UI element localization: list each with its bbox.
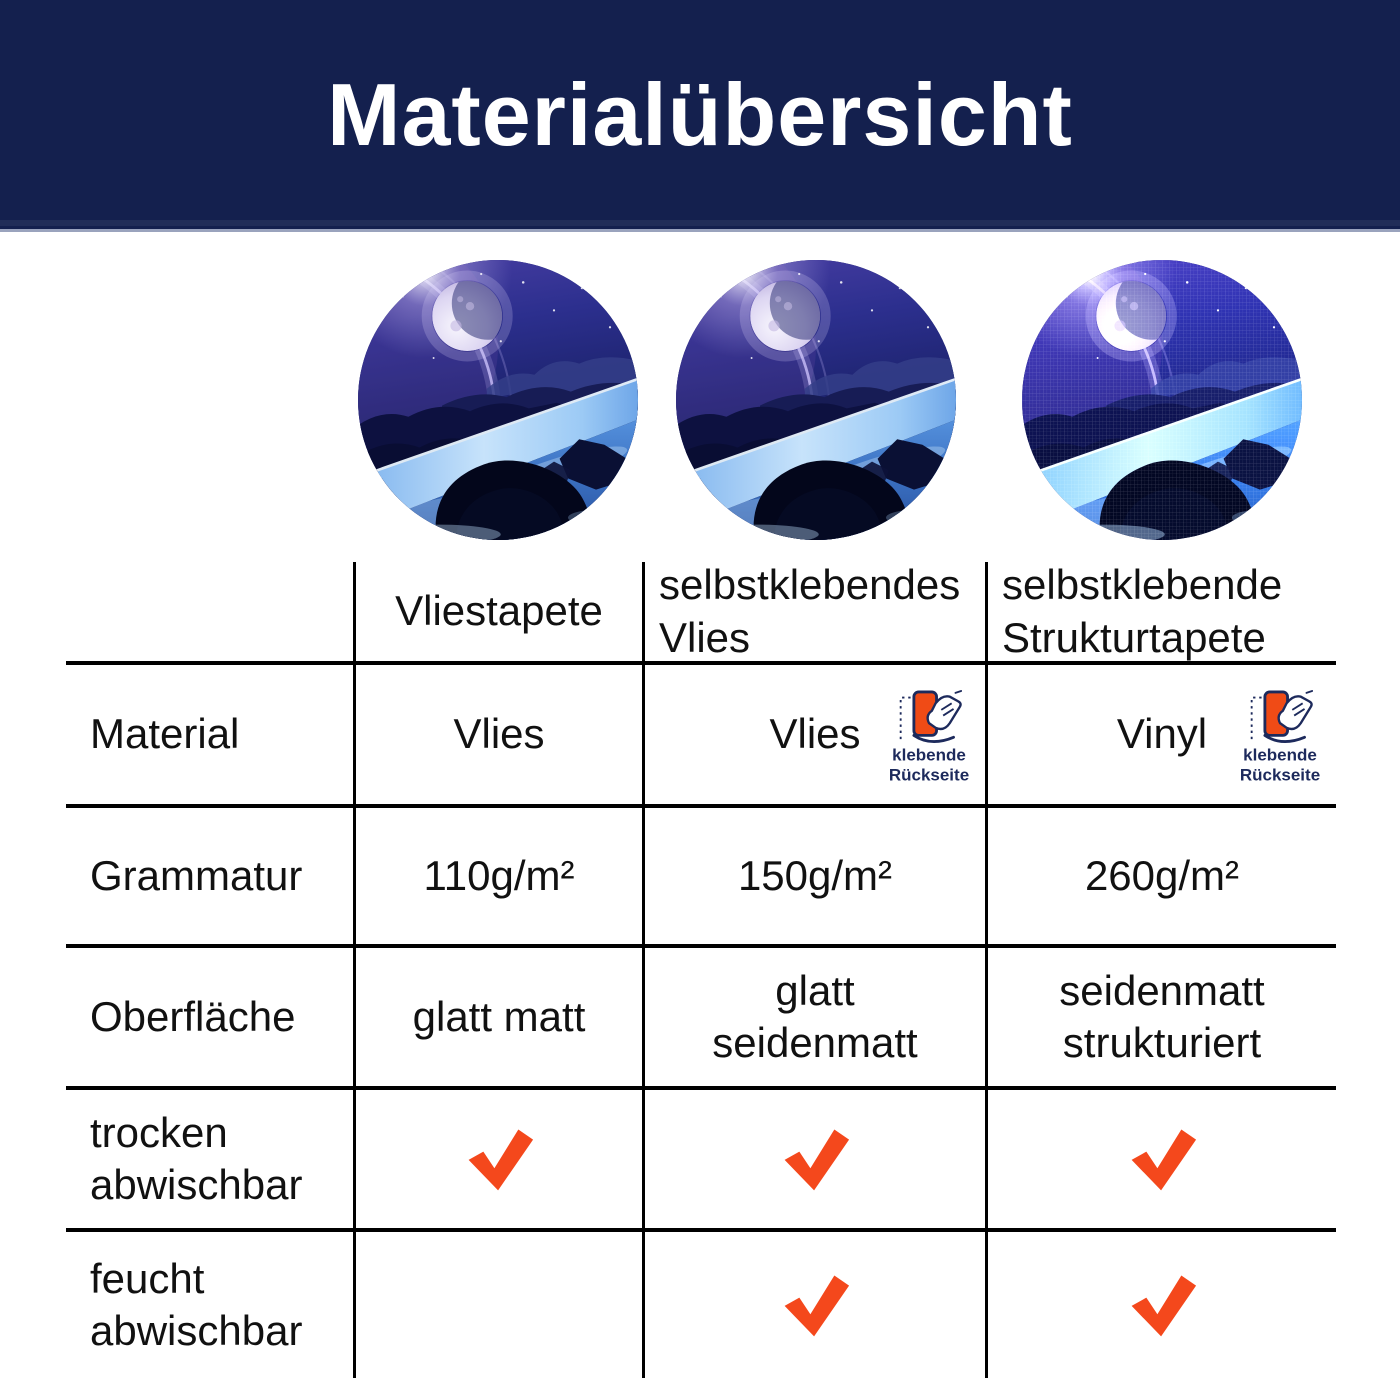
row-label-material: Material — [66, 665, 353, 808]
title-band — [0, 0, 1400, 232]
product-image-vliestapete — [358, 260, 638, 540]
page-title: Materialübersicht — [327, 64, 1073, 164]
row-label-oberflaeche: Oberfläche — [66, 948, 353, 1090]
checkmark-icon — [1120, 1270, 1204, 1340]
material-comparison-table — [66, 562, 1336, 1378]
cell-oberflaeche-selbstklebendes-vlies: glatt seidenmatt — [642, 948, 985, 1090]
adhesive-back-badge: klebende Rückseite — [877, 683, 981, 786]
column-header-vliestapete: Vliestapete — [353, 562, 642, 665]
adhesive-back-badge: klebende Rückseite — [1228, 683, 1332, 786]
row-label-grammatur: Grammatur — [66, 808, 353, 948]
cell-grammatur-vliestapete: 110g/m² — [353, 808, 642, 948]
cell-material-selbstklebendes-vlies: Vlies klebende Rückseite — [642, 665, 985, 808]
cell-grammatur-strukturtapete: 260g/m² — [985, 808, 1336, 948]
checkmark-icon — [1120, 1124, 1204, 1194]
corner-cell — [66, 562, 353, 665]
cell-material-strukturtapete: Vinyl klebende Rückseite — [985, 665, 1336, 808]
product-image-strukturtapete — [1022, 260, 1302, 540]
cell-grammatur-selbstklebendes-vlies: 150g/m² — [642, 808, 985, 948]
column-header-strukturtapete: selbstklebende Strukturtapete — [985, 562, 1336, 665]
cell-feucht-strukturtapete — [985, 1232, 1336, 1378]
cell-feucht-vliestapete — [353, 1232, 642, 1378]
row-label-trocken-abwischbar: trocken abwischbar — [66, 1090, 353, 1232]
night-sky-scene-icon — [676, 260, 956, 540]
night-sky-scene-textured-icon — [1022, 260, 1302, 540]
checkmark-icon — [773, 1270, 857, 1340]
checkmark-icon — [773, 1124, 857, 1194]
cell-trocken-vliestapete — [353, 1090, 642, 1232]
product-image-selbstklebendes-vlies — [676, 260, 956, 540]
cell-feucht-selbstklebendes-vlies — [642, 1232, 985, 1378]
checkmark-icon — [457, 1124, 541, 1194]
column-header-selbstklebendes-vlies: selbstklebendes Vlies — [642, 562, 985, 665]
cell-trocken-strukturtapete — [985, 1090, 1336, 1232]
row-label-feucht-abwischbar: feucht abwischbar — [90, 1254, 303, 1354]
night-sky-scene-icon — [358, 260, 638, 540]
sticker-peel-icon — [895, 683, 963, 745]
cell-oberflaeche-strukturtapete: seidenmatt strukturiert — [985, 948, 1336, 1090]
cell-material-vliestapete: Vlies — [353, 665, 642, 808]
cell-oberflaeche-vliestapete: glatt matt — [353, 948, 642, 1090]
cell-trocken-selbstklebendes-vlies — [642, 1090, 985, 1232]
sticker-peel-icon — [1246, 683, 1314, 745]
